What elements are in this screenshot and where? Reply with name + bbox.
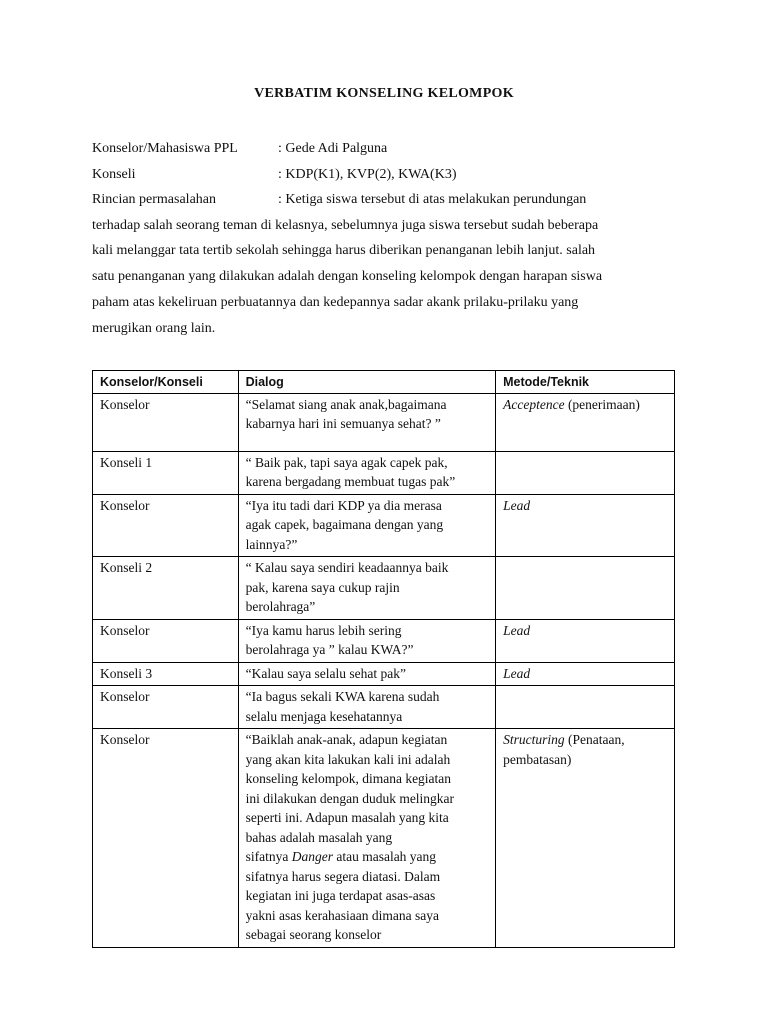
column-header-method: Metode/Teknik (496, 371, 675, 394)
dialog-line: ini dilakukan dengan duduk melingkar (245, 790, 455, 806)
paragraph-line: merugikan orang lain. (92, 320, 216, 336)
method-cell (496, 686, 675, 729)
dialog-emphasis: Danger (291, 849, 333, 864)
method-cell (496, 451, 675, 494)
dialog-line: sebagai seorang konselor (245, 927, 382, 942)
info-row-rincian (92, 187, 682, 213)
table-row (93, 662, 675, 686)
info-row-konselor (92, 136, 682, 162)
dialog-line: yang akan kita lakukan kali ini adalah (245, 751, 451, 767)
paragraph-line: terhadap salah seorang teman di kelasnya, sebelumnya juga siswa tersebut sudah beberapa (92, 217, 599, 233)
dialog-line: yakni asas kerahasiaan dimana saya (245, 907, 440, 923)
dialog-line: lainnya?” (245, 536, 298, 552)
speaker-cell: Konseli 2 (93, 557, 239, 620)
verbatim-table (92, 370, 675, 948)
speaker-cell: Konselor (93, 619, 239, 662)
dialog-text: sifatnya (245, 849, 292, 864)
dialog-line: seperti ini. Adapun masalah yang kita (245, 810, 449, 825)
info-label: Konselor/Mahasiswa PPL (92, 141, 238, 156)
document-title: VERBATIM KONSELING KELOMPOK (254, 86, 514, 101)
table-row (93, 451, 675, 494)
dialog-line: “Iya kamu harus lebih sering (245, 622, 402, 638)
method-technique: Lead (503, 497, 531, 513)
dialog-line: kegiatan ini juga terdapat asas-asas (245, 888, 436, 903)
dialog-line: selalu menjaga kesehatannya (245, 708, 403, 724)
info-label: Rincian permasalahan (92, 192, 217, 207)
paragraph-line: satu penanganan yang dilakukan adalah dengan konseling kelompok dengan harapan siswa (92, 269, 603, 285)
table-row (93, 729, 675, 948)
method-cell (496, 662, 675, 686)
dialog-line: “Baiklah anak-anak, adapun kegiatan (245, 732, 448, 747)
column-header-speaker: Konselor/Konseli (93, 371, 239, 394)
info-value: : Ketiga siswa tersebut di atas melakukan perundungan (278, 192, 587, 207)
problem-description (92, 213, 682, 342)
method-cell (496, 729, 675, 948)
dialog-cell (238, 393, 496, 451)
speaker-cell: Konseli 3 (93, 662, 239, 686)
method-cell (496, 393, 675, 451)
dialog-cell (238, 451, 496, 494)
table-row (93, 686, 675, 729)
table-header-row (93, 371, 675, 394)
document-info (92, 136, 682, 341)
dialog-line: “Selamat siang anak anak,bagaimana (245, 396, 447, 412)
dialog-line: berolahraga” (245, 599, 316, 614)
method-cell (496, 557, 675, 620)
speaker-cell: Konselor (93, 393, 239, 451)
info-value: : Gede Adi Palguna (278, 141, 388, 156)
paragraph-line: paham atas kekeliruan perbuatannya dan kedepannya sadar akank prilaku-prilaku yang (92, 294, 579, 310)
dialog-cell (238, 686, 496, 729)
dialog-line: berolahraga ya ” kalau KWA?” (245, 642, 414, 657)
column-header-dialog: Dialog (238, 371, 496, 394)
table-row (93, 393, 675, 451)
method-note: pembatasan) (503, 751, 572, 767)
dialog-line: karena bergadang membuat tugas pak” (245, 474, 456, 489)
speaker-cell: Konselor (93, 686, 239, 729)
dialog-cell (238, 729, 496, 948)
dialog-line: “ Kalau saya sendiri keadaannya baik (245, 560, 449, 575)
table-row (93, 557, 675, 620)
info-value: : KDP(K1), KVP(2), KWA(K3) (278, 166, 457, 182)
dialog-line: sifatnya harus segera diatasi. Dalam (245, 868, 441, 884)
dialog-line: “Iya itu tadi dari KDP ya dia merasa (245, 497, 442, 513)
dialog-line: agak capek, bagaimana dengan yang (245, 517, 444, 532)
speaker-cell: Konselor (93, 494, 239, 557)
dialog-line: “Kalau saya selalu sehat pak” (245, 665, 407, 681)
dialog-line: bahas adalah masalah yang (245, 829, 393, 845)
method-note: (Penataan, (564, 732, 625, 747)
speaker-cell: Konseli 1 (93, 451, 239, 494)
method-technique: Lead (503, 665, 531, 681)
info-row-konseli (92, 162, 682, 188)
method-note: (penerimaan) (564, 396, 640, 412)
method-technique: Acceptence (503, 396, 565, 412)
dialog-line-mixed (246, 847, 489, 867)
speaker-cell: Konselor (93, 729, 239, 948)
dialog-cell (238, 619, 496, 662)
method-cell (496, 494, 675, 557)
dialog-line: pak, karena saya cukup rajin (245, 579, 400, 595)
table-row (93, 619, 675, 662)
dialog-cell (238, 662, 496, 686)
dialog-cell (238, 557, 496, 620)
method-technique: Structuring (503, 732, 565, 747)
method-technique: Lead (503, 622, 531, 638)
method-cell (496, 619, 675, 662)
dialog-text: atau masalah yang (332, 849, 437, 864)
paragraph-line: kali melanggar tata tertib sekolah sehingga harus diberikan penanganan lebih lanjut. salah (92, 243, 596, 259)
dialog-line: “Ia bagus sekali KWA karena sudah (245, 689, 440, 704)
dialog-line: “ Baik pak, tapi saya agak capek pak, (245, 454, 448, 470)
dialog-line: kabarnya hari ini semuanya sehat? ” (245, 416, 441, 431)
dialog-line: konseling kelompok, dimana kegiatan (245, 771, 452, 786)
table-row (93, 494, 675, 557)
dialog-cell (238, 494, 496, 557)
info-label: Konseli (92, 166, 136, 182)
